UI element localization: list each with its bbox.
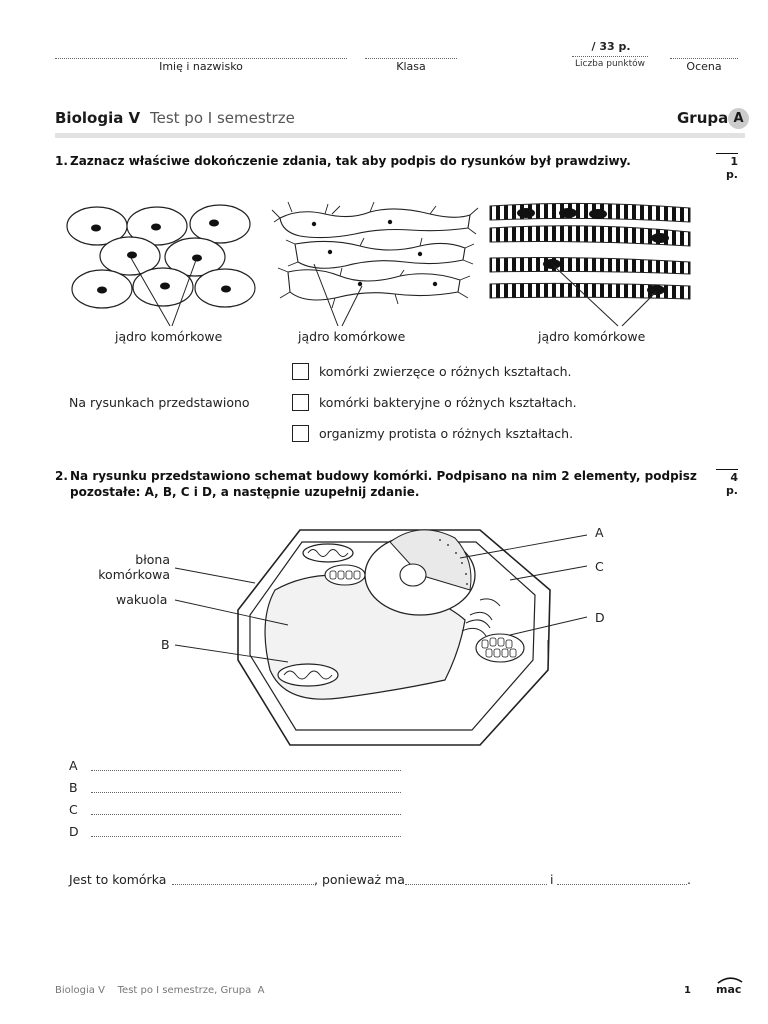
label-membrane-2: komórkowa — [98, 567, 170, 582]
q2-number: 2. — [55, 469, 68, 483]
q1-label-3: jądro komórkowe — [538, 329, 646, 344]
option-2-label: komórki bakteryjne o różnych kształtach. — [319, 395, 577, 410]
q1-text: Zaznacz właściwe dokończenie zdania, tak aby podpis do rysunków był prawdziwy. — [70, 154, 631, 168]
sentence-part2: , ponieważ ma — [314, 872, 405, 887]
label-a: A — [595, 525, 604, 540]
answer-line-d[interactable] — [91, 836, 401, 837]
sentence-blank-1[interactable] — [172, 884, 314, 885]
group-badge: A — [728, 108, 749, 129]
publisher-logo: mac — [716, 983, 742, 996]
answer-letter-b: B — [69, 780, 78, 795]
points-label: Liczba punktów — [574, 59, 645, 69]
sentence-blank-2[interactable] — [405, 884, 547, 885]
label-b: B — [161, 637, 170, 652]
answer-letter-c: C — [69, 802, 78, 817]
label-vacuole: wakuola — [116, 592, 168, 607]
q2-text-line1: Na rysunku przedstawiono schemat budowy komórki. Podpisano na nim 2 elementy, podpisz — [70, 469, 697, 483]
grade-label: Ocena — [686, 60, 722, 73]
option-1-label: komórki zwierzęce o różnych kształtach. — [319, 364, 572, 379]
sentence-part1: Jest to komórka — [69, 872, 167, 887]
group-label: Grupa — [677, 109, 729, 127]
label-membrane-1: błona — [135, 552, 170, 567]
name-label: Imię i nazwisko — [159, 60, 243, 73]
q1-label-1: jądro komórkowe — [115, 329, 223, 344]
answer-line-a[interactable] — [91, 770, 401, 771]
label-c: C — [595, 559, 604, 574]
answer-line-c[interactable] — [91, 814, 401, 815]
class-label: Klasa — [396, 60, 426, 73]
subject-title: Biologia V — [55, 109, 141, 127]
test-title: Test po I semestrze — [150, 109, 295, 127]
footer-text: Biologia V Test po I semestrze, Grupa A — [55, 985, 265, 996]
sentence-end: . — [687, 872, 691, 887]
sentence-part3: i — [550, 872, 554, 887]
option-3-label: organizmy protista o różnych kształtach. — [319, 426, 574, 441]
q1-points: 1 p. — [716, 153, 738, 181]
q1-label-2: jądro komórkowe — [298, 329, 406, 344]
q1-number: 1. — [55, 154, 68, 168]
answer-letter-d: D — [69, 824, 79, 839]
q1-sentence-start: Na rysunkach przedstawiono — [69, 395, 250, 410]
q2-text-line2: pozostałe: A, B, C i D, a następnie uzupełnij zdanie. — [70, 485, 420, 499]
answer-letter-a: A — [69, 758, 78, 773]
points-total: / 33 p. — [591, 40, 631, 53]
label-d: D — [595, 610, 605, 625]
sentence-blank-3[interactable] — [557, 884, 687, 885]
q2-points: 4 p. — [716, 469, 738, 497]
page-number: 1 — [684, 985, 691, 996]
answer-line-b[interactable] — [91, 792, 401, 793]
